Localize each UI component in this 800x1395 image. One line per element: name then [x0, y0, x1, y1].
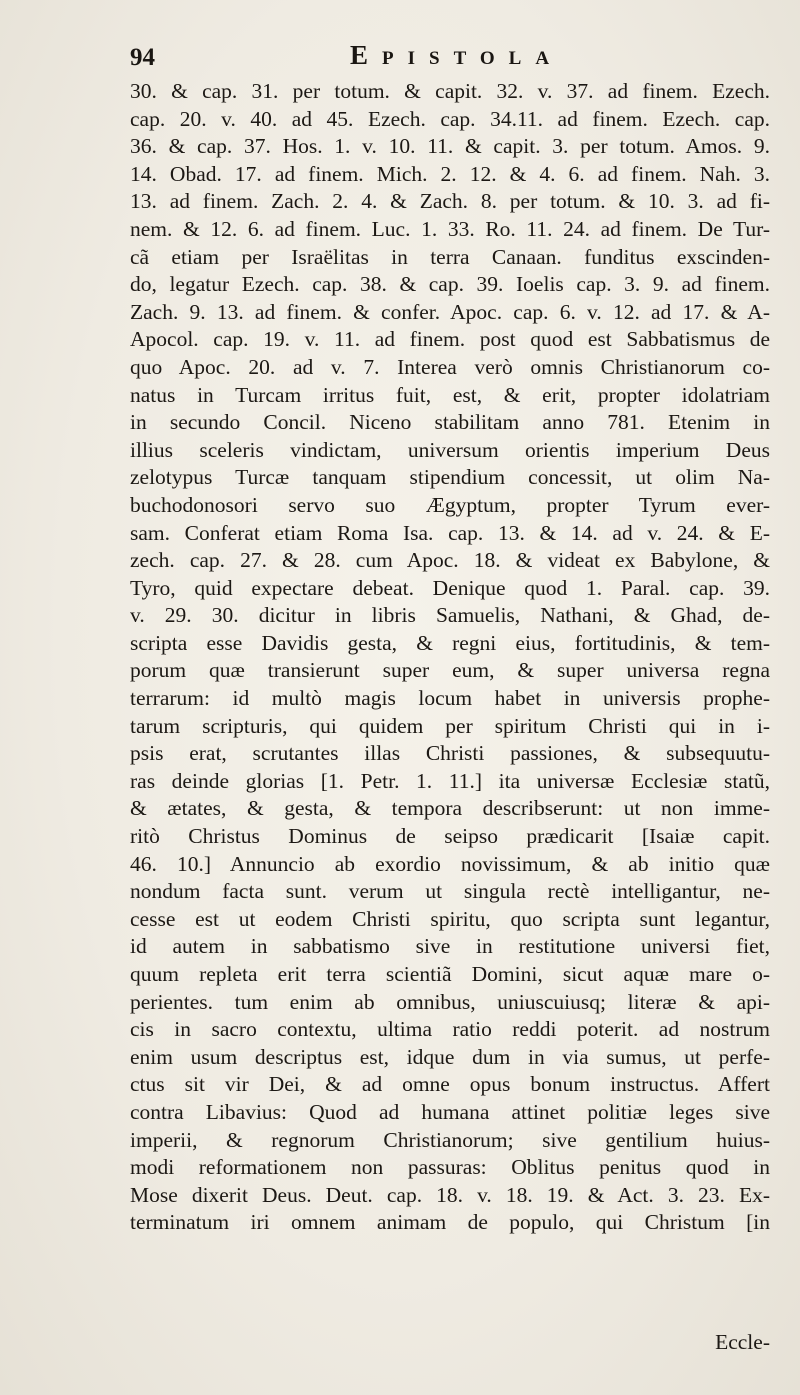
text-line: Mose dixerit Deus. Deut. cap. 18. v. 18. 19. & Act. 3. 23. Ex-	[130, 1182, 770, 1207]
text-line: tarum scripturis, qui quidem per spiritum Christi qui in i-	[130, 713, 770, 738]
text-line: natus in Turcam irritus fuit, est, & erit, propter idolatriam	[130, 382, 770, 407]
text-line: 30. & cap. 31. per totum. & capit. 32. v. 37. ad finem. Ezech.	[130, 79, 770, 103]
text-line: contra Libavius: Quod ad humana attinet politiæ leges sive	[130, 1099, 770, 1124]
text-line: 14. Obad. 17. ad finem. Mich. 2. 12. & 4. 6. ad finem. Nah. 3.	[130, 161, 770, 186]
text-line: Apocol. cap. 19. v. 11. ad finem. post quod est Sabbatismus de	[130, 327, 770, 352]
text-line: sam. Conferat etiam Roma Isa. cap. 13. & 14. ad v. 24. & E-	[130, 520, 770, 545]
catchword: Eccle-	[715, 1330, 770, 1354]
text-line: enim usum descriptus est, idque dum in via sumus, ut perfe-	[130, 1044, 770, 1069]
text-line: zech. cap. 27. & 28. cum Apoc. 18. & videat ex Babylone, &	[130, 548, 770, 573]
text-line: buchodonosori servo suo Ægyptum, propter Tyrum ever-	[130, 492, 770, 517]
text-line: quum repleta erit terra scientiã Domini, sicut aquæ mare o-	[130, 962, 770, 986]
text-line: ras deinde glorias [1. Petr. 1. 11.] ita universæ Ecclesiæ statũ,	[130, 768, 770, 793]
text-line: ctus sit vir Dei, & ad omne opus bonum instructus. Affert	[130, 1072, 770, 1097]
text-line: zelotypus Turcæ tanquam stipendium concessit, ut olim Na-	[130, 465, 770, 490]
text-line: terrarum: id multò magis locum habet in universis prophe-	[130, 686, 770, 711]
text-line: psis erat, scrutantes illas Christi passiones, & subsequutu-	[130, 741, 770, 766]
text-line: id autem in sabbatismo sive in restitutione universi fiet,	[130, 934, 770, 959]
running-title: Epistola	[350, 40, 564, 70]
running-head	[130, 40, 770, 80]
body-text	[130, 78, 770, 1237]
text-line: nondum facta sunt. verum ut singula rectè intelligantur, ne-	[130, 879, 770, 904]
text-line: nem. & 12. 6. ad finem. Luc. 1. 33. Ro. 11. 24. ad finem. De Tur-	[130, 216, 770, 241]
text-line: cesse est ut eodem Christi spiritu, quo scripta sunt legantur,	[130, 906, 770, 931]
text-line: & ætates, & gesta, & tempora describserunt: ut non imme-	[130, 796, 770, 821]
text-line: 13. ad finem. Zach. 2. 4. & Zach. 8. per totum. & 10. 3. ad fi-	[130, 189, 770, 214]
text-line: 36. & cap. 37. Hos. 1. v. 10. 11. & capit. 3. per totum. Amos. 9.	[130, 134, 770, 159]
text-line: do, legatur Ezech. cap. 38. & cap. 39. Ioelis cap. 3. 9. ad finem.	[130, 272, 770, 297]
text-line: Tyro, quid expectare debeat. Denique quod 1. Paral. cap. 39.	[130, 575, 770, 600]
text-line: cap. 20. v. 40. ad 45. Ezech. cap. 34.11. ad finem. Ezech. cap.	[130, 106, 770, 131]
page-number: 94	[130, 44, 155, 71]
text-line: v. 29. 30. dicitur in libris Samuelis, Nathani, & Ghad, de-	[130, 603, 770, 628]
text-line: scripta esse Davidis gesta, & regni eius, fortitudinis, & tem-	[130, 630, 770, 655]
text-line: quo Apoc. 20. ad v. 7. Interea verò omnis Christianorum co-	[130, 354, 770, 379]
text-line: perientes. tum enim ab omnibus, uniuscuiusq; literæ & api-	[130, 989, 770, 1014]
text-line: modi reformationem non passuras: Oblitus penitus quod in	[130, 1155, 770, 1180]
text-line: illius sceleris vindictam, universum orientis imperium Deus	[130, 437, 770, 462]
text-line: porum quæ transierunt super eum, & super universa regna	[130, 658, 770, 683]
text-line: 46. 10.] Annuncio ab exordio novissimum, & ab initio quæ	[130, 851, 770, 876]
text-line: imperii, & regnorum Christianorum; sive gentilium huius-	[130, 1127, 770, 1152]
text-line: ritò Christus Dominus de seipso prædicarit [Isaiæ capit.	[130, 824, 770, 849]
text-line: terminatum iri omnem animam de populo, qui Christum [in	[130, 1210, 770, 1235]
text-line: cis in sacro contextu, ultima ratio reddi poterit. ad nostrum	[130, 1017, 770, 1042]
text-line: in secundo Concil. Niceno stabilitam anno 781. Etenim in	[130, 410, 770, 435]
text-line: cã etiam per Israëlitas in terra Canaan. funditus exscinden-	[130, 244, 770, 269]
text-line: Zach. 9. 13. ad finem. & confer. Apoc. cap. 6. v. 12. ad 17. & A-	[130, 299, 770, 324]
